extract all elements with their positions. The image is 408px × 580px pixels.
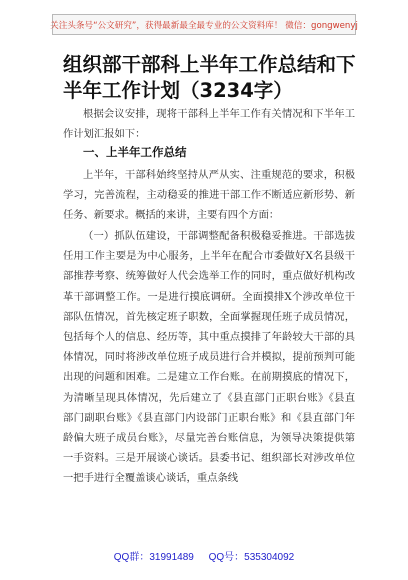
banner-text: 关注头条号“公文研究”，获得最新最全最专业的公文资料库！ 微信：gongwenyj [50, 20, 358, 31]
body-paragraph-1: 上半年，干部科始终坚持从严从实、注重规范的要求，积极学习，完善流程，主动稳妥的推进干部工作不断适应新形势、新任务、新要求。概括的来讲，主要有四个方面： [63, 169, 355, 222]
intro-paragraph: 根据会议安排，现将干部科上半年工作有关情况和下半年工作计划汇报如下： [63, 108, 355, 141]
document-title: 组织部干部科上半年工作总结和下半年工作计划（3234字） [63, 53, 356, 102]
footer-qq-group: QQ群：31991489 [113, 552, 194, 563]
footer-contact [0, 548, 408, 563]
section-heading: 一、上半年工作总结 [83, 145, 187, 159]
footer-qq-number: QQ号：535304092 [208, 552, 295, 563]
body-paragraph-2: （一）抓队伍建设，干部调整配备积极稳妥推进。干部选拔任用工作主要是为中心服务，上半年在配合市委做好X名县级干部推荐考察、统筹做好人代会选举工作的同时，重点做好机构改革干部调整工作。一是进行摸底调研。全面摸排X个涉改单位干部队伍情况，首先核定班子职数，全面掌握现任班子成员情况，包括每个人的信息、经历等，其中重点摸排了年龄较大干部的具体情况，同时将涉改单位班子成员进行合并模拟，提前预判可能出现的问题和困难。二是建立工作台账。在前期摸底的情况下，为清晰呈现具体情况，先后建立了《县直部门正职台账》《县直部门副职台账》《县直部门内设部门正职台账》和《县直部门年龄偏大班子成员台账》，尽量完善台账信息，为领导决策提供第一手资料。三是开展谈心谈话。县委书记、组织部长对涉改单位一把手进行全覆盖谈心谈话，重点条线 [63, 230, 355, 485]
header-banner [52, 14, 356, 35]
